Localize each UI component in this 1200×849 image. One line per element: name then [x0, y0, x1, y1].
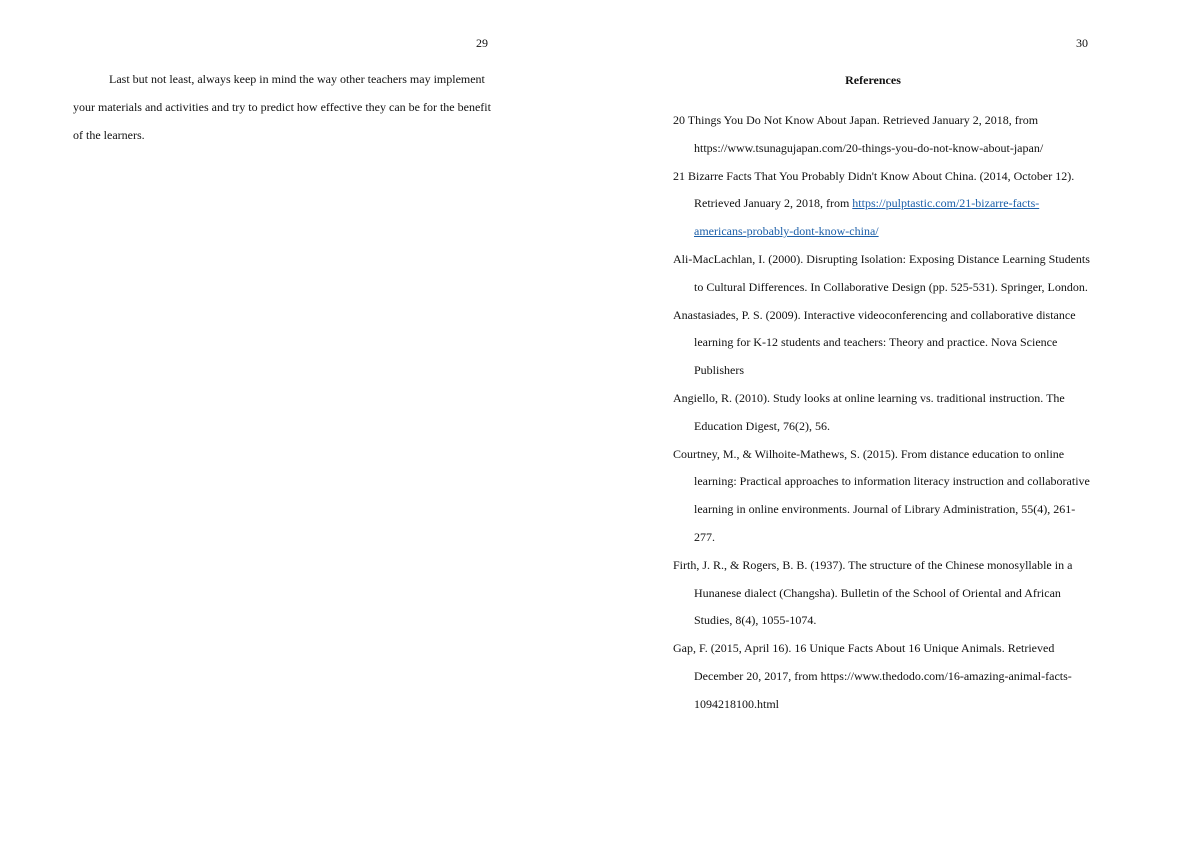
reference-entry — [673, 163, 1091, 246]
reference-entry — [673, 246, 1091, 302]
reference-entry — [673, 552, 1091, 635]
reference-text: Firth, J. R., & Rogers, B. B. (1937). The structure of the Chinese monosyllable in a Hunanese dialect (Changsha). Bulletin of the School of Oriental and African Studies, 8(4), 1055-1074. — [673, 557, 1073, 628]
reference-text: Ali-MacLachlan, I. (2000). Disrupting Isolation: Exposing Distance Learning Students to Cultural Differences. In Collaborative Design (pp. 525-531). Springer, London. — [673, 251, 1090, 294]
reference-text: 20 Things You Do Not Know About Japan. Retrieved January 2, 2018, from https://www.tsunagujapan.com/20-things-you-do-not-know-about-japan/ — [673, 113, 1044, 155]
reference-text: Anastasiades, P. S. (2009). Interactive videoconferencing and collaborative distance learning for K-12 students and teachers: Theory and practice. Nova Science Publishers — [673, 307, 1076, 378]
reference-entry — [673, 635, 1091, 718]
page-number: 29 — [476, 36, 488, 50]
page-number: 30 — [1076, 36, 1088, 50]
reference-link[interactable]: https://pulptastic.com/21-bizarre-facts-americans-probably-dont-know-china/ — [694, 196, 1040, 239]
reference-entry — [673, 107, 1091, 163]
reference-entry — [673, 302, 1091, 385]
right-page — [600, 0, 1200, 849]
reference-text: Angiello, R. (2010). Study looks at online learning vs. traditional instruction. The Education Digest, 76(2), 56. — [673, 390, 1065, 433]
reference-text: Gap, F. (2015, April 16). 16 Unique Facts About 16 Unique Animals. Retrieved December 20, 2017, from https://www.thedodo.com/16-amazing-animal-facts-1094218100.html — [673, 641, 1072, 711]
reference-list — [673, 107, 1091, 719]
closing-paragraph: Last but not least, always keep in mind the way other teachers may implement your materials and activities and try to predict how effective they can be for the benefit of the learners. — [73, 72, 491, 142]
references-heading: References — [845, 73, 901, 87]
reference-entry — [673, 385, 1091, 441]
reference-text: 21 Bizarre Facts That You Probably Didn't Know About China. (2014, October 12). Retrieved January 2, 2018, from — [673, 168, 1075, 211]
reference-entry — [673, 441, 1091, 552]
reference-text: Courtney, M., & Wilhoite-Mathews, S. (2015). From distance education to online learning: Practical approaches to information literacy instruction and collaborative learning in online environments. Journal of Library Administration, 55(4), 261-277. — [673, 446, 1090, 544]
